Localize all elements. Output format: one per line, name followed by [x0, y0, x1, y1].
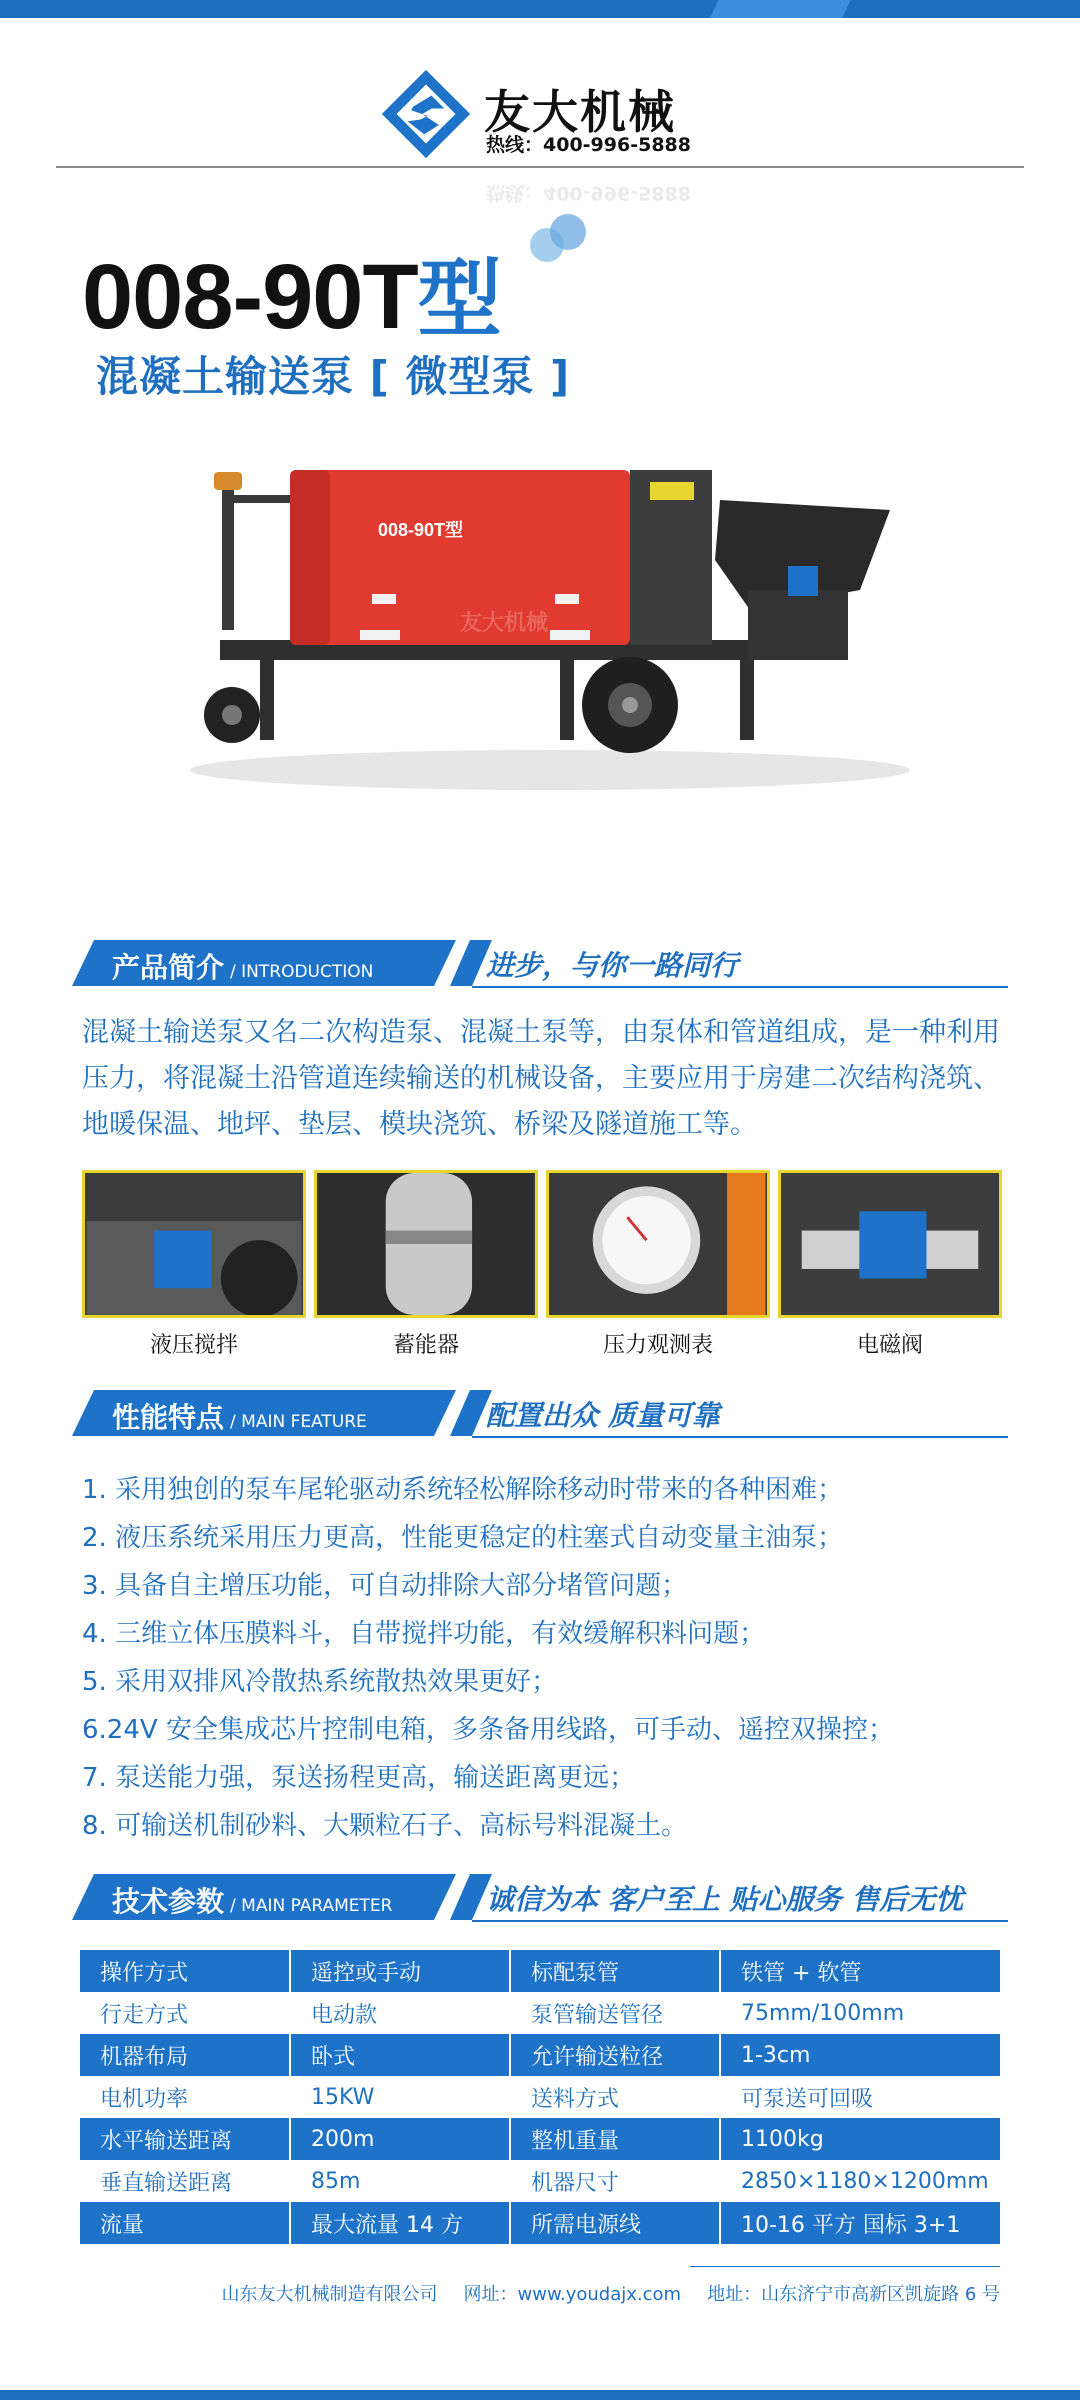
- machine-watermark: 友大机械: [460, 611, 549, 636]
- bottom-decor-band: [0, 2390, 1080, 2400]
- photo-caption: 液压搅拌: [149, 1333, 238, 1358]
- feature-item: 7. 泵送能力强，泵送扬程更高，输送距离更远；: [82, 1763, 636, 1793]
- table-row: 机器布局 卧式 允许输送粒径 1-3cm: [80, 2034, 1000, 2076]
- brand-logo-icon: [380, 68, 472, 160]
- model-title: 008-90T型: [82, 246, 501, 348]
- photo-caption: 蓄能器: [392, 1333, 459, 1358]
- feature-item: 4. 三维立体压膜料斗，自带搅拌功能，有效缓解积料问题；: [82, 1619, 766, 1649]
- table-row: 操作方式 遥控或手动 标配泵管 铁管 + 软管: [80, 1950, 1000, 1992]
- brand-logo: [380, 66, 710, 162]
- table-row: 流量 最大流量 14 方 所需电源线 10-16 平方 国标 3+1: [80, 2202, 1000, 2244]
- photo-hydraulic-mixer: [82, 1170, 306, 1318]
- photo-accumulator: [314, 1170, 538, 1318]
- table-row: 垂直输送距离 85m 机器尺寸 2850×1180×1200mm: [80, 2160, 1000, 2202]
- table-row: 电机功率 15KW 送料方式 可泵送可回吸: [80, 2076, 1000, 2118]
- photo-solenoid-valve: [778, 1170, 1002, 1318]
- parameter-table: [80, 1950, 1000, 2244]
- photo-caption: 电磁阀: [856, 1333, 923, 1358]
- feature-item: 8. 可输送机制砂料、大颗粒石子、高标号料混凝土。: [82, 1811, 688, 1841]
- pump-machine-image: [160, 440, 920, 810]
- hotline: 热线：400-996-5888: [486, 134, 691, 156]
- feature-item: 2. 液压系统采用压力更高，性能更稳定的柱塞式自动变量主油泵；: [82, 1523, 844, 1553]
- header-divider: [56, 166, 1024, 168]
- table-row: 行走方式 电动款 泵管输送管径 75mm/100mm: [80, 1992, 1000, 2034]
- feature-item: 3. 具备自主增压功能，可自动排除大部分堵管问题；: [82, 1571, 688, 1601]
- product-subtitle: 混凝土输送泵 [ 微型泵 ]: [96, 352, 571, 401]
- footer-address: 地址：山东济宁市高新区凯旋路 6 号: [707, 2284, 1000, 2305]
- feature-item: 6.24V 安全集成芯片控制电箱，多条备用线路，可手动、遥控双操控；: [82, 1715, 894, 1745]
- photo-caption: 压力观测表: [602, 1333, 713, 1358]
- footer-company: 山东友大机械制造有限公司: [221, 2284, 438, 2305]
- feature-item: 1. 采用独创的泵车尾轮驱动系统轻松解除移动时带来的各种困难；: [82, 1475, 844, 1505]
- logo-reflection: 热线：400-996-5888: [486, 182, 691, 204]
- footer: [200, 2280, 1000, 2306]
- section-header-feature: 性能特点 / MAIN FEATURE 配置出众 质量可靠: [72, 1390, 1008, 1440]
- feature-item: 5. 采用双排风冷散热系统散热效果更好；: [82, 1667, 558, 1697]
- section-header-intro: 产品简介 / INTRODUCTION 进步，与你一路同行: [72, 940, 1008, 990]
- intro-paragraph: 混凝土输送泵又名二次构造泵、混凝土泵等，由泵体和管道组成，是一种利用压力，将混凝土沿管道连续输送的机械设备，主要应用于房建二次结构浇筑、地暖保温、地坪、垫层、模块浇筑、桥梁及隧道施工等。: [82, 1017, 1000, 1140]
- top-decor-band: [0, 0, 1080, 18]
- footer-divider: [690, 2266, 1000, 2267]
- photo-pressure-gauge: [546, 1170, 770, 1318]
- brand-name: 友大机械: [484, 85, 676, 139]
- table-row: 水平输送距离 200m 整机重量 1100kg: [80, 2118, 1000, 2160]
- feature-list: [82, 1466, 1022, 1850]
- decor-bubble: [550, 214, 586, 250]
- footer-website[interactable]: 网址：www.youdajx.com: [463, 2284, 682, 2305]
- section-header-param: 技术参数 / MAIN PARAMETER 诚信为本 客户至上 贴心服务 售后无忧: [72, 1874, 1008, 1924]
- machine-label: 008-90T型: [378, 520, 464, 540]
